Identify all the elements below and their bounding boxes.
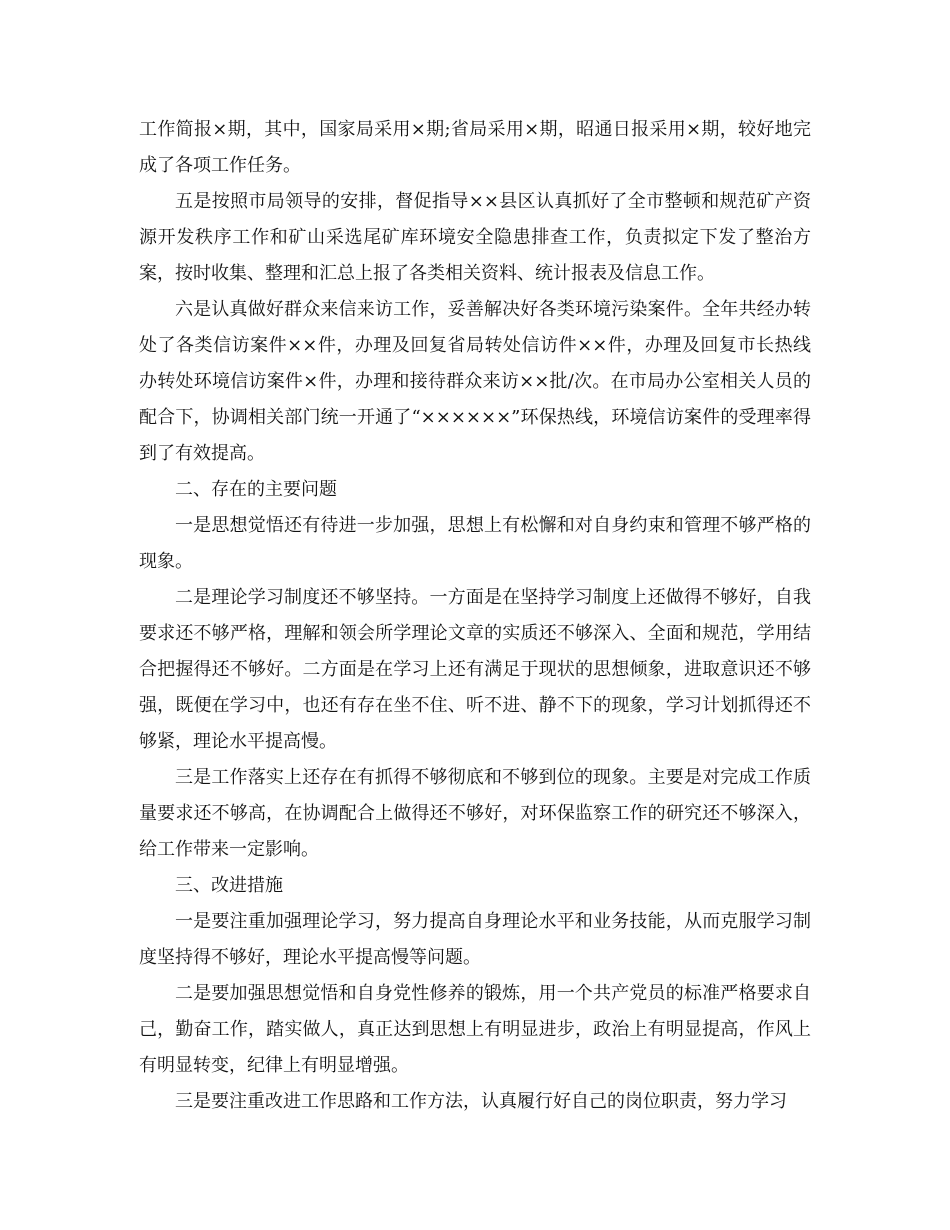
section-heading-main-problems: 二、存在的主要问题 (175, 479, 337, 500)
paragraph-measure-one: 一是要注重加强理论学习，努力提高自身理论水平和业务技能，从而克服学习制度坚持得不够好，理论水平提高慢等问题。 (139, 911, 811, 968)
paragraph-measure-two: 二是要加强思想觉悟和自身党性修养的锻炼，用一个共产党员的标准严格要求自己，勤奋工作，踏实做人，真正达到思想上有明显进步，政治上有明显提高，作风上有明显转变，纪律上有明显增强。 (139, 983, 811, 1076)
paragraph-problem-two: 二是理论学习制度还不够坚持。一方面是在坚持学习制度上还做得不够好，自我要求还不够严格，理解和领会所学理论文章的实质还不够深入、全面和规范，学用结合把握得还不够好。二方面是在学习上还有满足于现状的思想倾象，进取意识还不够强，既便在学习中，也还有存在坐不住、听不进、静不下的现象，学习计划抓得还不够紧，理论水平提高慢。 (139, 587, 811, 752)
section-heading-improvement-measures: 三、改进措施 (175, 875, 283, 896)
paragraph-measure-three: 三是要注重改进工作思路和工作方法，认真履行好自己的岗位职责，努力学习 (175, 1091, 787, 1112)
paragraph-item-five: 五是按照市局领导的安排，督促指导××县区认真抓好了全市整顿和规范矿产资源开发秩序工作和矿山采选尾矿库环境安全隐患排查工作，负责拟定下发了整治方案，按时收集、整理和汇总上报了各类相关资料、统计报表及信息工作。 (139, 191, 811, 284)
paragraph-work-bulletin-continued: 工作简报×期，其中，国家局采用×期;省局采用×期，昭通日报采用×期，较好地完成了各项工作任务。 (139, 119, 811, 176)
document-page (139, 112, 811, 1120)
paragraph-problem-one: 一是思想觉悟还有待进一步加强，思想上有松懈和对自身约束和管理不够严格的现象。 (139, 515, 811, 572)
paragraph-item-six: 六是认真做好群众来信来访工作，妥善解决好各类环境污染案件。全年共经办转处了各类信访案件××件，办理及回复省局转处信访件××件，办理及回复市长热线办转处环境信访案件×件，办理和接待群众来访××批/次。在市局办公室相关人员的配合下，协调相关部门统一开通了“××××××”环保热线，环境信访案件的受理率得到了有效提高。 (139, 299, 811, 464)
paragraph-problem-three: 三是工作落实上还存在有抓得不够彻底和不够到位的现象。主要是对完成工作质量要求还不够高，在协调配合上做得还不够好，对环保监察工作的研究还不够深入，给工作带来一定影响。 (139, 767, 811, 860)
